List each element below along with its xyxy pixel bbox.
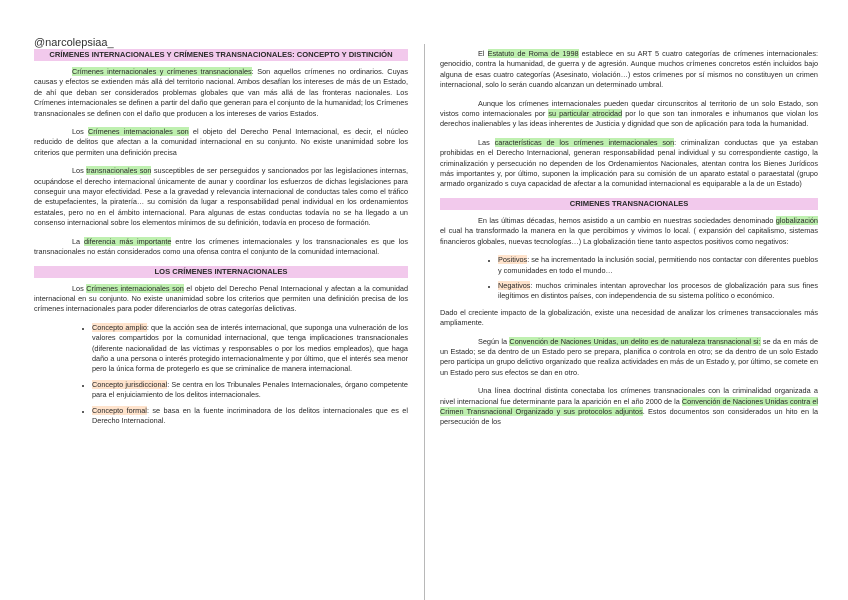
highlight: Estatuto de Roma de 1998 (487, 49, 579, 58)
highlight: Crímenes internacionales son (86, 283, 184, 293)
globalization-list (440, 255, 818, 302)
author-handle: @narcolepsiaa_ (34, 37, 114, 49)
term-highlight: Positivos (498, 255, 528, 265)
paragraph-internacionales-2: Los Crímenes internacionales son el objeto del Derecho Penal Internacional y afectan a la comunidad internacional en su conjunto. No existe unanimidad sobre los criterios que permiten una definición precisa de los crímenes internacionales para poder diferenciarlos de otras categorías delictivas. (34, 283, 408, 314)
highlight: Convención de Naciones Unidas, un delito es de naturaleza transnacional si: (509, 336, 761, 346)
term-highlight: Concepto amplio (92, 322, 147, 332)
list-item: • Concepto jurisdiccional: Se centra en los Tribunales Penales Internacionales, órgano competente para el enjuiciamiento de los delitos internacionales. (92, 380, 408, 401)
paragraph-internacionales: Los Crímenes internacionales son el objeto del Derecho Penal Internacional, es decir, el núcleo reducido de delitos que afectan a la comunidad internacional en su conjunto. No existe unanimidad sobre los criterios que permiten una definición precisa (34, 127, 408, 157)
paragraph-transnacionales: Los transnacionales son susceptibles de ser perseguidos y sancionados por las legislaciones internas, ocupándose el derecho internacional únicamente de aunar y coordinar los esfuerzos de dichas legislaciones para conseguir una mayor efectividad. Pese a la gravedad y relevancia internacional de conductas tales como el tráfico de estupefacientes, la piratería… su comisión da lugar a responsabilidad penal individual en los ordenamientos estatales, pero no en el ámbito internacional. Para algunas de estas conductas todavía no se ha llegado a un consenso internacional sobre los elementos mínimos de su definición, todavía en proceso de formación. (34, 166, 408, 228)
list-item: • Negativos: muchos criminales intentan aprovechar los procesos de globalización para sus fines ilegítimos en distintos países, con independencia de su sistema político o económico. (498, 281, 818, 302)
left-column (34, 0, 408, 600)
highlight: Crímenes internacionales son (87, 127, 189, 137)
list-item: • Concepto amplio: que la acción sea de interés internacional, que suponga una vulneración de los valores compartidos por la comunidad internacional, que tenga implicaciones transnacionales (diferente nacionalidad de las víctimas y responsables o por los medios empleados), que haga daño a una persona o interés protegido internacionalmente y por último, que el interés sea menor pero la única forma de protegerlo es que se criminalice de manera internacional. (92, 323, 408, 375)
paragraph-caracteristicas: Las características de los crímenes internacionales son: criminalizan conductas que ya estaban prohibidas en el Derecho Internacional, generan responsabilidad penal individual y su correspondiente castigo, la criminalización y persecución no dependen de los Ordenamientos Nacionales, atentan contra los Bienes Jurídicos más importantes y, por último, suponen la implicación para su comisión de un aparato estatal o paraestatal (grupo armado organizado s cuya capacidad de afectar a la comunidad internacional es equiparable a la de un Estado) (440, 137, 818, 189)
paragraph-definition: Crímenes internacionales y crímenes transnacionales: Son aquellos crímenes no ordinarios. Cuyas causas y efectos se extienden más allá del territorio nacional. Ambos desafían los intereses de más de un Estado, de ahí que deban ser considerados problemas globales que van más allá de las fronteras nacionales. Los Crímenes internacionales se definen a partir del daño que generan para el conjunto de la humanidad; los Crímenes transnacionales se definen con el daño que producen a los intereses de varios Estados. (34, 67, 408, 118)
main-title: CRÍMENES INTERNACIONALES Y CRÍMENES TRANSNACIONALES: CONCEPTO Y DISTINCIÓN (34, 49, 408, 61)
term-highlight: Concepto jurisdiccional (92, 379, 168, 389)
highlight: transnacionales son (86, 166, 152, 176)
section-heading-internacionales: LOS CRÍMENES INTERNACIONALES (34, 266, 408, 278)
paragraph-convencion: Según la Convención de Naciones Unidas, un delito es de naturaleza transnacional si: se da en más de un Estado; se da dentro de un Estado pero se prepara, planifica o controla en otro; se da dentro de un solo Estado pero participa un grupo delictivo organizado que realiza actividades en más de un Estado y, por último, se comete en un Estado pero sus efectos se dan en otro. (440, 336, 818, 377)
highlight: diferencia más importante (83, 236, 172, 246)
column-divider (424, 44, 425, 600)
right-column (440, 0, 818, 600)
highlight: globalización (775, 215, 818, 225)
highlight: Crímenes internacionales y crímenes transnacionales (72, 67, 252, 76)
paragraph-linea-doctrinal: Una línea doctrinal distinta conectaba los crímenes transnacionales con la criminalidad organizada a nivel internacional fue determinante para la aparición en el año 2000 de la Convención de Naciones Unidas contra el Crimen Transnacional Organizado y sus protocolos adjuntos. Estos documentos son considerados un hito en la persecución de los (440, 386, 818, 427)
list-item: • Concepto formal: se basa en la fuente incriminadora de los delitos internacionales que es el Derecho Internacional. (92, 406, 408, 427)
paragraph-atrocidad: Aunque los crímenes internacionales pueden quedar circunscritos al territorio de un solo Estado, son vistos como internacionales por su particular atrocidad por lo que son tan inmorales e inhumanos que violan los derechos inalienables y las ideas inherentes de Justicia y dignidad que son de aplicación para toda la humanidad. (440, 98, 818, 129)
highlight: Convención de Naciones Unidas contra el Crimen Transnacional Organizado y sus protocolos adjuntos (440, 396, 818, 416)
concept-list (34, 323, 408, 427)
term-highlight: Negativos (498, 280, 531, 290)
paragraph-diferencia: La diferencia más importante entre los crímenes internacionales y los transnacionales es que los transnacionales no están considerados como una ofensa contra el conjunto de la comunidad internacional. (34, 236, 408, 257)
section-heading-transnacionales: CRIMENES TRANSNACIONALES (440, 198, 818, 210)
paragraph-impacto: Dado el creciente impacto de la globalización, existe una necesidad de analizar los crímenes transaccionales más ampliamente. (440, 307, 818, 328)
highlight: su particular atrocidad (548, 109, 623, 119)
list-item: • Positivos: se ha incrementado la inclusión social, permitiendo nos contactar con diferentes pueblos y comunidades en todo el mundo… (498, 255, 818, 276)
paragraph-globalizacion: En las últimas décadas, hemos asistido a un cambio en nuestras sociedades denominado globalización el cual ha transformado la manera en la que percibimos y vivimos lo local. ( expansión del capitalismo, sistemas financieros globales, nuevas tecnologías…) La globalización tiene tanto aspectos positivos como negativos: (440, 215, 818, 246)
highlight: características de los crímenes internacionales son (494, 137, 675, 147)
paragraph-estatuto-roma: El Estatuto de Roma de 1998 establece en su ART 5 cuatro categorías de crímenes internacionales: genocidio, contra la humanidad, de guerra y de agresión. Aunque muchos crímenes concretos estén incluidos bajo alguna de esas cuatro categorías (Asesinato, violación…) estos crímenes por sí mismos no constituyen un crimen internacional, solo lo serán cuando alcanzan un determinado umbral. (440, 49, 818, 90)
term-highlight: Concepto formal (92, 405, 147, 415)
